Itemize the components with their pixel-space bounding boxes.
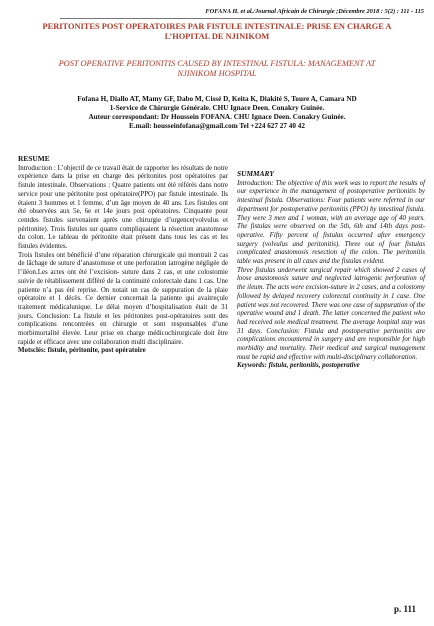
summary-column bbox=[237, 170, 425, 371]
contact-email: E.mail: housseinfofana@gmail.com Tel +224 627 27 40 42 bbox=[129, 122, 305, 130]
resume-column bbox=[18, 155, 228, 356]
article-title-en: POST OPERATIVE PERITONITIS CAUSED BY INTESTINAL FISTULA: MANAGEMENT AT NJINIKOM HOSPITAL bbox=[58, 59, 376, 78]
summary-keywords: Keywords: fistula, peritonitis, postoperative bbox=[237, 362, 360, 370]
resume-paragraph: Introduction : L’objectif de ce travail était de rapporter les résultats de notre expérience dans la prise en charge des péritonites post opératoires par fistule intestinale. Observations : Quatre patients ont été référés dans notre service pour une péritonite post opératoire(PPO) par fistule intestinale. Ils étaient 3 hommes et 1 femme, d’un âge moyen de 40 ans. Les fistules ont été observées aux 5e, 6e et 14e jours post opératoires. Cinquante pour centdes fistules survenaient après une chirurgie d’urgence(volvulus et péritonite). Trois fistules sur quatre compliquaient la résection anastomose du colon. Le tableau de péritonite était présent dans tous les cas et les fistules évidentes. bbox=[18, 164, 228, 251]
authors: Fofana H, Diallo AT, Mamy GF, Dabo M, Cissé D, Keita K, Diakité S, Toure A, Camara ND bbox=[77, 95, 357, 103]
header-divider bbox=[60, 18, 390, 19]
article-title-fr: PERITONITES POST OPERATOIRES PAR FISTULE INTESTINALE: PRISE EN CHARGE A L’HOPITAL DE NJINIKOM bbox=[42, 22, 392, 41]
corresponding-author: Auteur correspondant: Dr Houssein FOFANA. CHU Ignace Deen. Conakry Guinée. bbox=[88, 113, 346, 121]
resume-keywords: Motsclés: fistule, péritonite, post opératoire bbox=[18, 347, 146, 355]
resume-paragraph: Trois fistules ont bénéficié d’une réparation chirurgicale qui montrait 2 cas de lâchage de suture d’anastomose et une perforation iatrogène négligée de l’iléon.Les actes ont été l’excision- suture dans 2 cas, et une colostomie suivie de rétablissement différé de la continuité colorectale dans 1 cas. Une patiente n’a pas été reprise. On notait un cas de suppuration de la plaie opératoire et 1 décès. Ce dernier concernait la patiente qui avaitreçule traitement médicalunique. Le délai moyen d’hospitalisation était de 31 jours. Conclusion: La fistule et les péritonites post-opératoires sont des complications rencontrées en chirurgie et sont responsables d’une morbimortalité élevée. Leur prise en charge médicochirurgicale doit être rapide et efficace avec une collaboration multi disciplinaire. bbox=[18, 251, 228, 346]
resume-heading: RESUME bbox=[18, 154, 50, 163]
running-head: FOFANA H. et al./Journal Africain de Chirurgie ;Décembre 2018 : 5(2) : 111 - 115 bbox=[205, 8, 424, 15]
page-number: p. 111 bbox=[393, 604, 416, 614]
summary-heading: SUMMARY bbox=[237, 169, 274, 178]
author-block bbox=[8, 95, 426, 131]
affiliation: 1-Service de Chirurgie Générale. CHU Ignace Deen. Conakry Guinée. bbox=[109, 104, 325, 112]
summary-paragraph: Introduction: The objective of this work was to report the results of our experience in the management of postoperative peritonitis by intestinal fistula. Observations: Four patients were referred in our department for postoperative peritonitis (PPO) by intestinal fistula. They were 3 men and 1 woman, with an average age of 40 years. The fistulas were observed on the 5th, 6th and 14th days post-operative. Fifty percent of fistulas occurred after emergency surgery (volvulus and peritonitis). Three out of four fistulas complicated anastomosis resection of the colon. The peritonitis table was present in all cases and the fistulas evident. bbox=[237, 179, 425, 266]
summary-paragraph: Three fistulas underwent surgical repair which showed 2 cases of loose anastomosis suture and neglected iatrogenic perforation of the ileum. The acts were excision-suture in 2 cases, and a colostomy followed by delayed recovery colorectal continuity in 1 case. One patient was not recovered. There was one case of suppuration of the operative wound and 1 death. The latter concerned the patient who had received sole medical treatment. The average hospital stay was 31 days. Conclusion: Fistula and postoperative peritonitis are complications encountered in surgery and are responsible for high morbidity and mortality. Their medical and surgical management must be rapid and effective with multi-disciplinary collaboration. bbox=[237, 266, 425, 361]
